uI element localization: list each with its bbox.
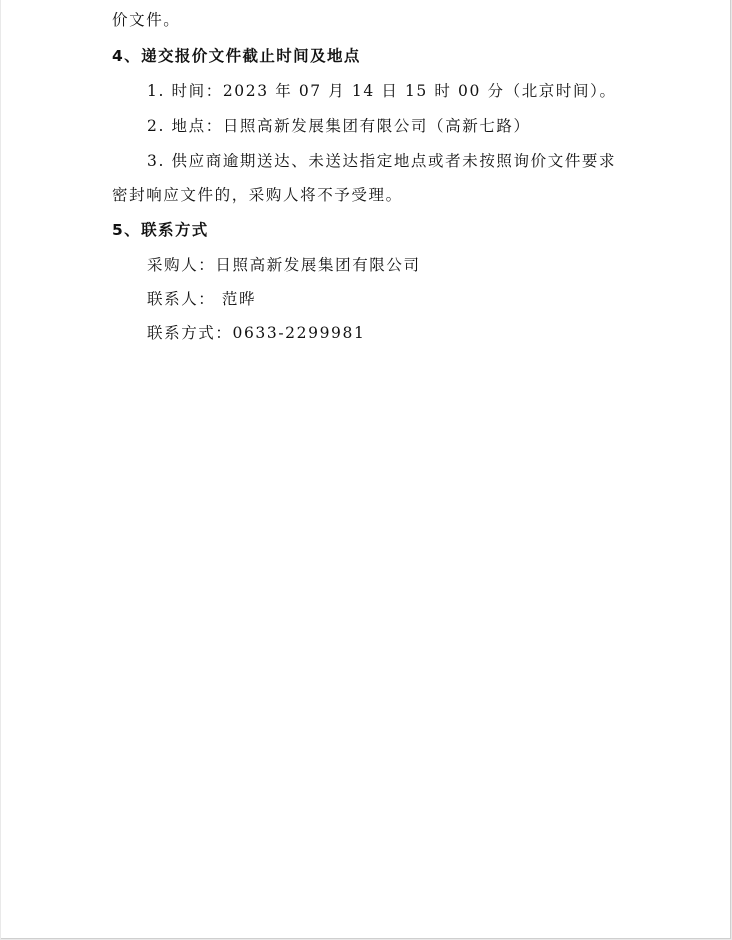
section-4-item-1: 1. 时间：2023 年 07 月 14 日 15 时 00 分（北京时间）。 <box>147 82 617 100</box>
section-5-heading: 5、联系方式 <box>112 221 209 239</box>
contact-person-line: 联系人： 范晔 <box>147 290 257 308</box>
document-page <box>1 0 731 939</box>
continuation-text: 价文件。 <box>112 11 181 29</box>
section-4-item-3: 3. 供应商逾期送达、未送达指定地点或者未按照询价文件要求 <box>147 152 617 170</box>
section-4-item-2: 2. 地点：日照高新发展集团有限公司（高新七路） <box>147 117 531 135</box>
contact-method-line: 联系方式：0633-2299981 <box>147 324 366 342</box>
purchaser-line: 采购人：日照高新发展集团有限公司 <box>147 256 421 274</box>
section-4-heading: 4、递交报价文件截止时间及地点 <box>112 47 361 65</box>
section-4-item-3-continuation: 密封响应文件的，采购人将不予受理。 <box>112 186 403 204</box>
